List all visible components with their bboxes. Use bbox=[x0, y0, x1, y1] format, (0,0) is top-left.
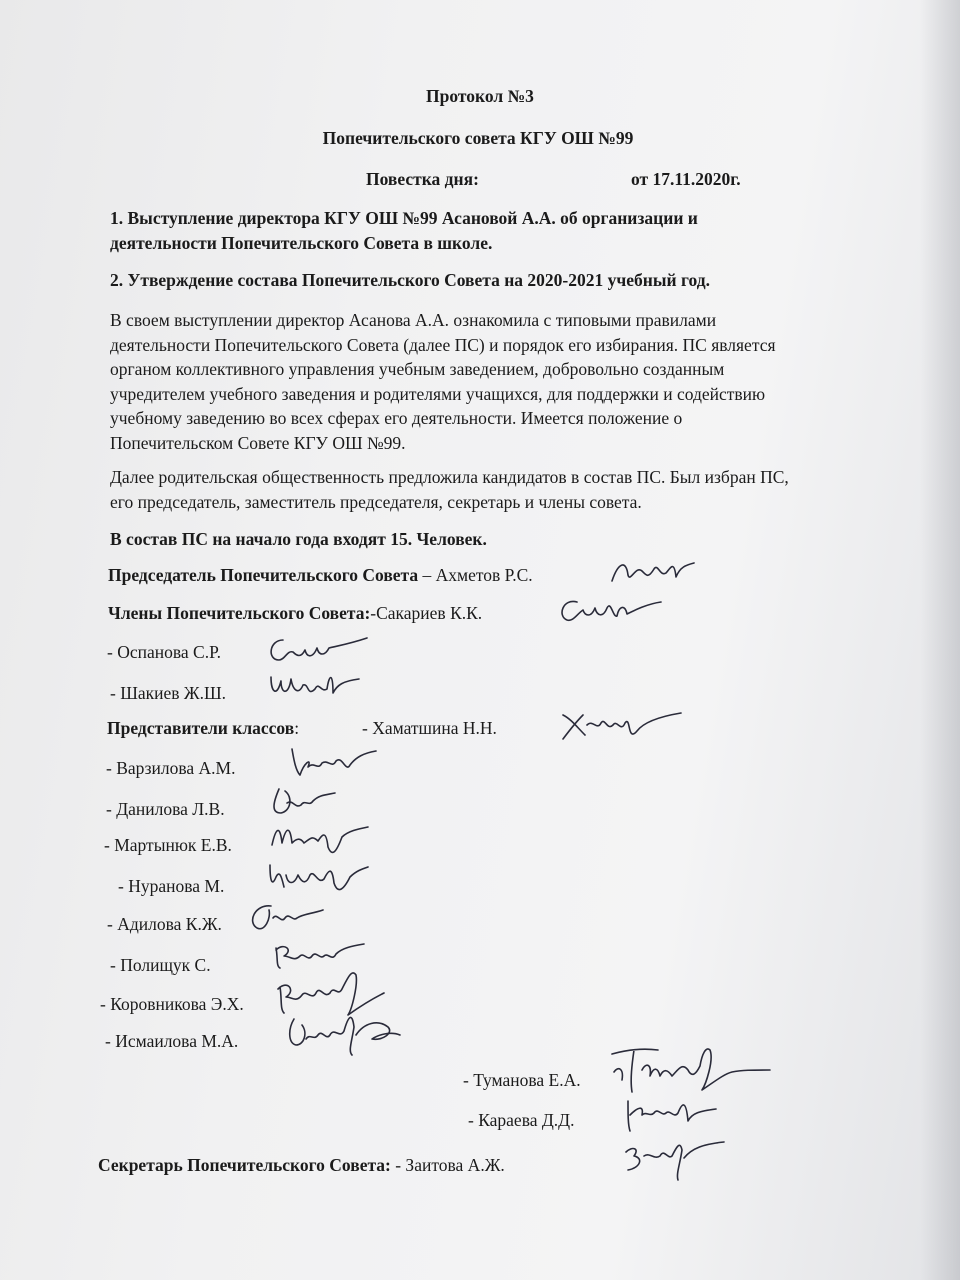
signature-nuranova bbox=[262, 855, 372, 899]
class-rep-nuranova: - Нуранова М. bbox=[118, 876, 225, 896]
members-first: -Сакариев К.К. bbox=[370, 603, 483, 623]
member-ospanova: - Оспанова С.Р. bbox=[107, 642, 221, 662]
signature-ospanova bbox=[263, 632, 373, 668]
signature-varzilova bbox=[284, 741, 384, 781]
agenda-label: Повестка дня: bbox=[366, 169, 479, 189]
class-rep-karaeva: - Караева Д.Д. bbox=[468, 1110, 575, 1130]
chair-label: Председатель Попечительского Совета bbox=[108, 565, 419, 585]
secretary-label: Секретарь Попечительского Совета: bbox=[98, 1155, 391, 1175]
signature-danilova bbox=[265, 781, 355, 821]
members-line bbox=[108, 601, 482, 625]
class-rep-varzilova: - Варзилова А.М. bbox=[106, 758, 236, 778]
signature-zaitova bbox=[620, 1130, 730, 1186]
class-rep-ismailova: - Исмаилова М.А. bbox=[105, 1031, 239, 1051]
secretary-name: - Заитова А.Ж. bbox=[395, 1155, 505, 1175]
signature-khamatshina bbox=[557, 701, 687, 745]
agenda-item-2: 2. Утверждение состава Попечительского Совета на 2020-2021 учебный год. bbox=[110, 270, 710, 290]
signature-ismailova bbox=[282, 1005, 412, 1061]
class-rep-adilova: - Адилова К.Ж. bbox=[107, 914, 222, 934]
signature-tumanova bbox=[602, 1040, 782, 1100]
class-rep-polishchuk: - Полищук С. bbox=[110, 955, 211, 975]
signature-adilova bbox=[245, 896, 335, 936]
signature-shakiev bbox=[267, 667, 367, 703]
paragraph-election: Далее родительская общественность предложила кандидатов в состав ПС. Был избран ПС, его председатель, заместитель председателя, секретарь и члены совета. bbox=[110, 467, 789, 512]
page-shadow bbox=[920, 0, 960, 1280]
chair-line bbox=[108, 563, 533, 587]
agenda-item-1: 1. Выступление директора КГУ ОШ №99 Асановой А.А. об организации и деятельности Попечительского Совета в школе. bbox=[110, 208, 698, 253]
doc-subtitle: Попечительского совета КГУ ОШ №99 bbox=[322, 128, 634, 148]
chair-name: – Ахметов Р.С. bbox=[422, 565, 533, 585]
class-rep-korovnikova: - Коровникова Э.Х. bbox=[100, 994, 244, 1014]
class-rep-danilova: - Данилова Л.В. bbox=[106, 799, 225, 819]
secretary-line bbox=[98, 1153, 505, 1177]
class-rep-tumanova: - Туманова Е.А. bbox=[463, 1070, 581, 1090]
composition-note: В состав ПС на начало года входят 15. Человек. bbox=[110, 529, 487, 549]
class-reps-line: Представители классов: bbox=[107, 718, 300, 738]
members-label: Члены Попечительского Совета: bbox=[108, 603, 371, 623]
doc-title: Протокол №3 bbox=[426, 86, 534, 106]
signature-chair bbox=[608, 553, 698, 589]
doc-date: от 17.11.2020г. bbox=[631, 169, 741, 189]
member-shakiev: - Шакиев Ж.Ш. bbox=[110, 683, 226, 703]
class-rep-martynyuk: - Мартынюк Е.В. bbox=[104, 835, 232, 855]
paragraph-speech: В своем выступлении директор Асанова А.А. ознакомила с типовыми правилами деятельности Попечительского Совета (далее ПС) и порядок его избирания. ПС является органом коллективного управления учебным заведением, добровольно созданным учредителем учебного заведения и родителями учащихся, для поддержки и содействию учебному заведению во всех сферах его деятельности. Имеется положение о Попечительском Совете КГУ ОШ №99. bbox=[110, 310, 776, 453]
class-rep-first: - Хаматшина Н.Н. bbox=[362, 718, 497, 738]
signature-sakariev bbox=[555, 592, 665, 628]
class-reps-label: Представители классов bbox=[107, 718, 295, 738]
